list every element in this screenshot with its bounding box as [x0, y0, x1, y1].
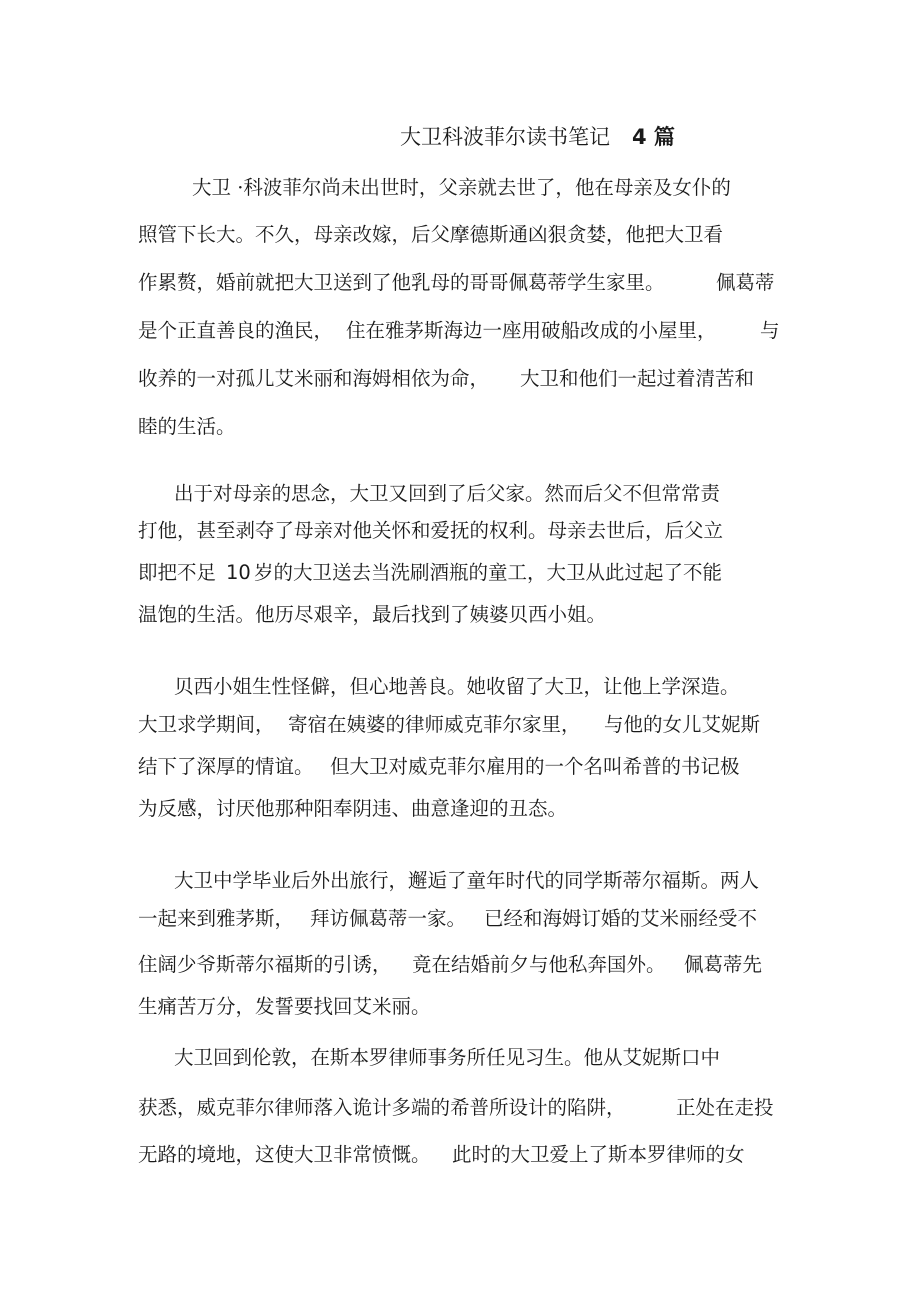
text-line: 寄宿在姨婆的律师威克菲尔家里，: [288, 713, 581, 736]
text-line-number: 10: [226, 561, 251, 584]
text-line: 睦的生活。: [138, 415, 236, 438]
text-line: 大卫和他们一起过着清苦和: [520, 367, 755, 390]
text-line: 贝西小姐生性怪僻，但心地善良。她收留了大卫，让他上学深造。: [174, 675, 740, 698]
text-line: 大卫中学毕业后外出旅行，邂逅了童年时代的同学斯蒂尔福斯。两人: [174, 869, 760, 892]
text-line: 拜访佩葛蒂一家。: [310, 907, 467, 930]
text-line: 岁的大卫送去当洗刷酒瓶的童工，大卫从此过起了不能: [254, 561, 723, 584]
text-line: 大卫求学期间，: [138, 713, 275, 736]
text-line: 佩葛蒂先: [684, 953, 763, 976]
text-line: 即把不足: [138, 561, 217, 584]
text-line: 无路的境地，这使大卫非常愤慨。: [138, 1143, 431, 1166]
text-line: 结下了深厚的情谊。: [138, 755, 314, 778]
text-line: 住在雅茅斯海边一座用破船改成的小屋里，: [346, 319, 717, 342]
text-line: 生痛苦万分，发誓要找回艾米丽。: [138, 995, 431, 1018]
text-line: 大卫 ·科波菲尔尚未出世时，父亲就去世了，他在母亲及女仆的: [192, 176, 731, 199]
text-line: 为反感，讨厌他那种阳奉阴违、曲意逢迎的丑态。: [138, 797, 568, 820]
text-line: 正处在走投: [676, 1096, 774, 1119]
text-line: 大卫回到伦敦，在斯本罗律师事务所任见习生。他从艾妮斯口中: [174, 1046, 721, 1069]
text-line: 住阔少爷斯蒂尔福斯的引诱，: [138, 953, 392, 976]
text-line: 收养的一对孤儿艾米丽和海姆相依为命，: [138, 367, 490, 390]
text-line: 是个正直善良的渔民，: [138, 319, 334, 342]
text-line: 佩葛蒂: [716, 271, 775, 294]
text-line: 此时的大卫爱上了斯本罗律师的女: [452, 1143, 745, 1166]
page-title: [400, 122, 675, 152]
text-line: 竟在结婚前夕与他私奔国外。: [412, 953, 666, 976]
text-line: 温饱的生活。他历尽艰辛，最后找到了姨婆贝西小姐。: [138, 603, 607, 626]
text-line: 出于对母亲的思念，大卫又回到了后父家。然而后父不但常常责: [174, 482, 721, 505]
text-line: 获悉，威克菲尔律师落入诡计多端的希普所设计的陷阱，: [138, 1096, 626, 1119]
text-line: 打他，甚至剥夺了母亲对他关怀和爱抚的权利。母亲去世后，后父立: [138, 519, 724, 542]
text-line: 一起来到雅茅斯，: [138, 907, 295, 930]
title-text: 大卫科波菲尔读书笔记: [400, 125, 610, 149]
text-line: 与: [760, 319, 780, 342]
text-line: 作累赘，婚前就把大卫送到了他乳母的哥哥佩葛蒂学生家里。: [138, 271, 665, 294]
text-line: 已经和海姆订婚的艾米丽经受不: [484, 907, 758, 930]
title-number: 4 篇: [632, 125, 675, 149]
text-line: 照管下长大。不久，母亲改嫁，后父摩德斯通凶狠贪婪，他把大卫看: [138, 223, 724, 246]
text-line: 与他的女儿艾妮斯: [604, 713, 761, 736]
text-line: 但大卫对威克菲尔雇用的一个名叫希普的书记极: [330, 755, 740, 778]
